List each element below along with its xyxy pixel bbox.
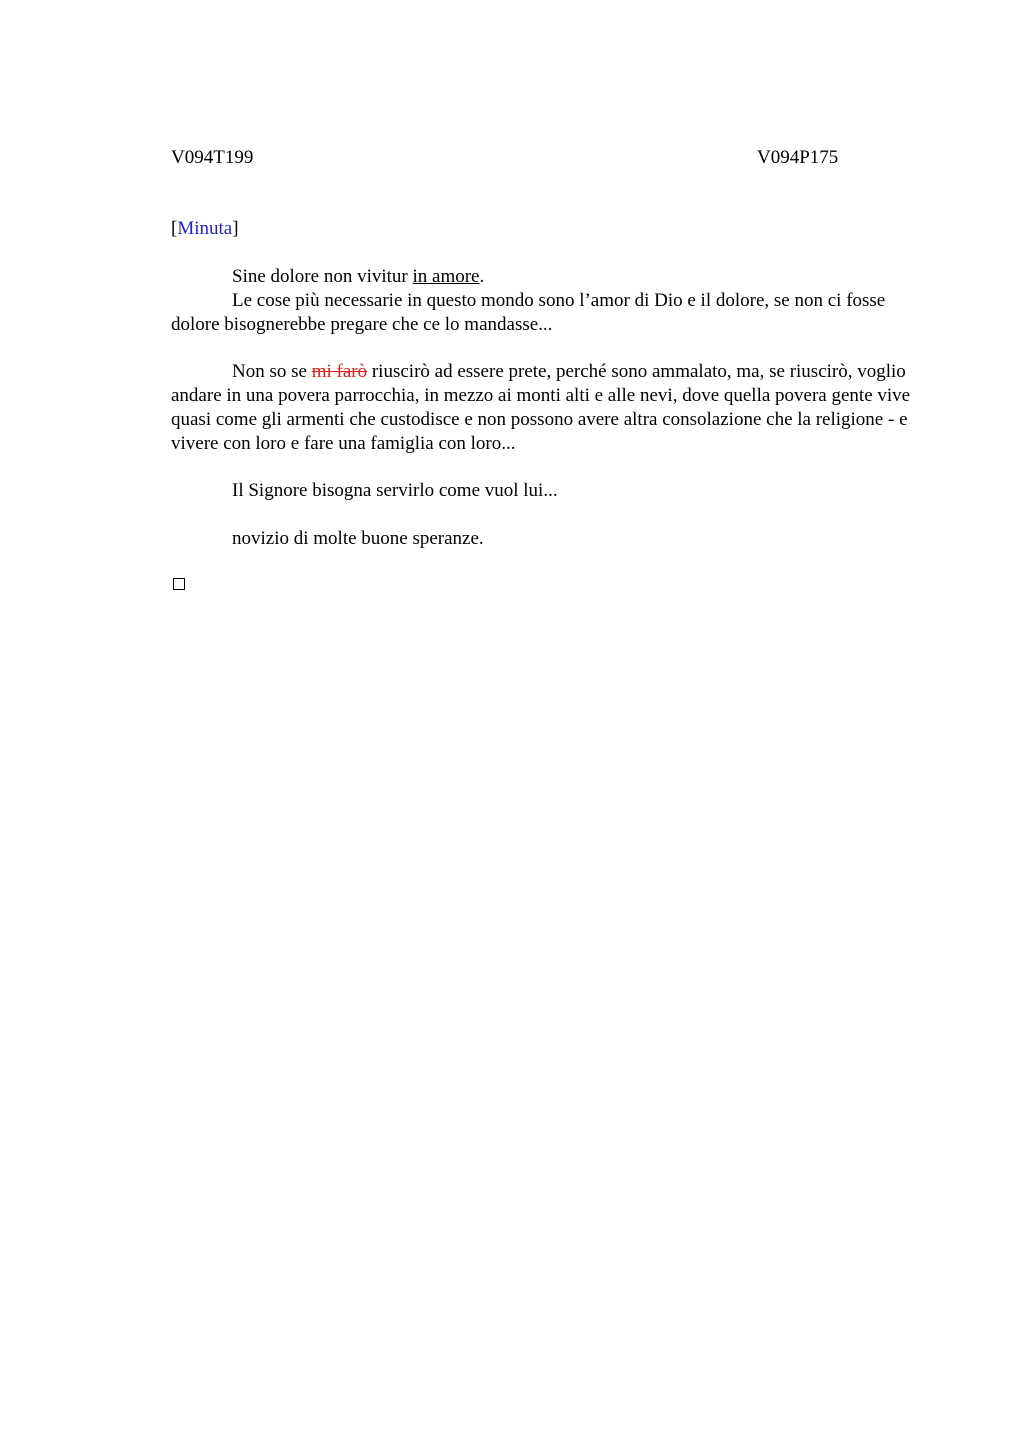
paragraph-text: Non so se [232, 361, 312, 383]
paragraph-sine-dolore [171, 265, 911, 289]
document-page [171, 146, 911, 549]
right-reference-code: V094P175 [757, 147, 839, 168]
paragraph-text: . [479, 266, 485, 287]
paragraph-spacer [171, 455, 911, 479]
paragraph-text: Sine dolore non vivitur [232, 266, 413, 287]
document-header [171, 146, 911, 170]
struck-phrase: mi farò [311, 361, 368, 383]
left-reference-code: V094T199 [171, 147, 254, 168]
paragraph-spacer [171, 336, 911, 360]
paragraph-non-so-se [171, 360, 911, 455]
paragraph-il-signore: Il Signore bisogna servirlo come vuol lui... [232, 480, 558, 502]
paragraph-text: riuscirò ad essere prete, perché sono ammalato, ma, se riuscirò, voglio andare in una povera parrocchia, in mezzo ai monti alti e alle nevi, dove quella povera gente vive quasi come gli armenti che custodisce e non possono avere altra consolazione che la religione - e vivere con loro e fare una famiglia con loro... [171, 361, 911, 454]
paragraph-novizio: novizio di molte buone speranze. [232, 527, 484, 549]
close-bracket: ] [232, 218, 239, 239]
paragraph-spacer [171, 503, 911, 527]
underlined-phrase: in amore [412, 266, 480, 287]
empty-square-icon [173, 578, 185, 590]
paragraph-le-cose: Le cose più necessarie in questo mondo sono l’amor di Dio e il dolore, se non ci fosse dolore bisognerebbe pregare che ce lo mandasse... [171, 289, 886, 335]
minuta-word: Minuta [177, 218, 233, 239]
document-body [171, 265, 911, 551]
open-bracket: [ [171, 218, 178, 239]
minuta-label [171, 217, 239, 241]
